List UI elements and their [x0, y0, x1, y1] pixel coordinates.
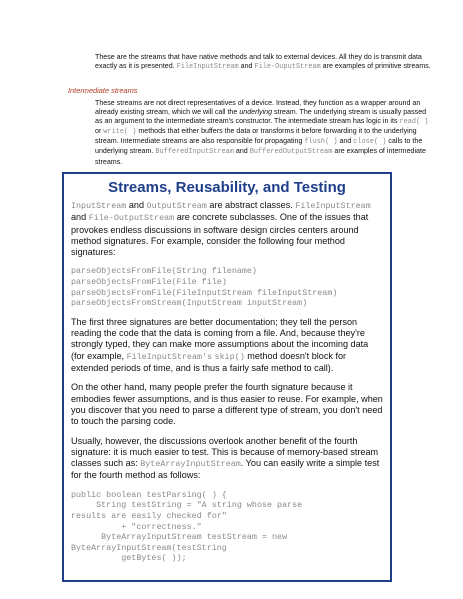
- code-fileoutputstream: File-OuputStream: [254, 63, 321, 72]
- signature-line: parseObjectsFromFile(FileInputStream fileInputStream): [71, 287, 338, 298]
- signature-line: parseObjectsFromStream(InputStream inputStream): [71, 298, 308, 309]
- text: and: [71, 212, 87, 223]
- sidebar-paragraph-1: [71, 200, 384, 258]
- text: are concrete subclasses. One of the issues that provokes endless discussions in software design circles centers around method signatures. For example, consider the following four method signatures:: [71, 212, 369, 258]
- text: are examples of primitive streams.: [322, 62, 431, 71]
- text: method doesn't block for extended periods of time, and is thus a fairly safe method to call).: [71, 350, 347, 374]
- test-code-listing: [71, 490, 384, 564]
- code-inputstream: InputStream: [71, 201, 127, 211]
- signature-line: parseObjectsFromFile(String filename): [71, 266, 257, 277]
- text: are examples of intermediate streams.: [95, 147, 426, 166]
- sidebar-box: [62, 172, 392, 582]
- subheading-intermediate-streams: Intermediate streams: [68, 86, 138, 95]
- text: methods that either buffers the data or transforms it before forwarding it to the underlying stream. Intermediate streams are also responsible for propagating: [95, 127, 417, 146]
- code-line: public boolean testParsing( ) {: [71, 489, 227, 500]
- code-outputstream: OutputStream: [146, 201, 207, 211]
- sidebar-paragraph-3: On the other hand, many people prefer the fourth signature because it embodies fewer assumptions, and is thus easier to reuse. For example, when you discover that you need to parse a different type of stream, you don't need to touch the parsing code.: [71, 382, 383, 427]
- text: The first three signatures are better documentation; they tell the person reading the code that the data is coming from a file. And, because they're strongly typed, they can make more assumptions about the incoming data (for example,: [71, 316, 369, 361]
- code-read: read( ): [399, 118, 429, 127]
- code-bufferedoutputstream: BufferedOutputStream: [249, 148, 333, 157]
- text: or: [95, 127, 102, 136]
- sidebar-title: Streams, Reusability, and Testing: [108, 179, 346, 196]
- code-flush: flush( ): [304, 138, 338, 147]
- text: and: [240, 62, 253, 71]
- code-file-outputstream: File-OutputStream: [88, 213, 175, 224]
- sidebar-body: [64, 200, 390, 564]
- text: Usually, however, the discussions overlook another benefit of the fourth signature: it is much easier to test. This is because of memory-based stream classes such as:: [71, 435, 379, 469]
- code-skip: skip(): [214, 351, 245, 362]
- code-bufferedinputstream: BufferedInputStream: [155, 148, 234, 157]
- code-write: write( ): [103, 128, 137, 137]
- code-bytearrayinputstream: ByteArrayInputStream: [140, 459, 241, 470]
- text: . You can easily write a simple test for the fourth method as follows:: [71, 458, 380, 481]
- sidebar-paragraph-2: [71, 317, 384, 374]
- signature-line: parseObjectsFromFile(File file): [71, 277, 227, 288]
- text: stream. The underlying stream is usually passed as an argument to the intermediate stream's constructor. The intermediate stream has logic in its: [95, 108, 427, 126]
- sidebar-paragraph-4: [71, 436, 384, 482]
- code-line: results are easily checked for": [71, 510, 227, 521]
- text: calls to the underlying stream.: [95, 137, 423, 156]
- code-line: getBytes( ));: [71, 553, 187, 564]
- code-fileinputstream: FileInputStream: [176, 63, 239, 72]
- text: and: [235, 147, 248, 156]
- code-line: ByteArrayInputStream(testString: [71, 542, 227, 553]
- text: are abstract classes.: [209, 200, 293, 210]
- text: These streams are not direct representatives of a device. Instead, they function as a wrapper around an already existing stream, which we will call the: [95, 99, 421, 117]
- code-line: String testString = "A string whose parse: [71, 500, 303, 511]
- intermediate-streams-paragraph: [95, 99, 435, 167]
- code-fileinputstream: FileInputStream: [295, 201, 371, 211]
- code-line: ByteArrayInputStream testStream = new: [71, 532, 288, 543]
- code-fileinputstreams: FileInputStream's: [126, 351, 213, 362]
- code-close: close( ): [353, 138, 387, 147]
- text: These are the streams that have native methods and talk to external devices. All they do is transmit data exactly as it is presented.: [95, 53, 422, 71]
- code-line: + "correctness.": [71, 521, 202, 532]
- emphasis-underlying: underlying: [239, 108, 273, 117]
- primitive-streams-paragraph: [95, 53, 435, 72]
- text: and: [339, 137, 352, 146]
- method-signatures: [71, 266, 384, 308]
- text: and: [128, 200, 145, 210]
